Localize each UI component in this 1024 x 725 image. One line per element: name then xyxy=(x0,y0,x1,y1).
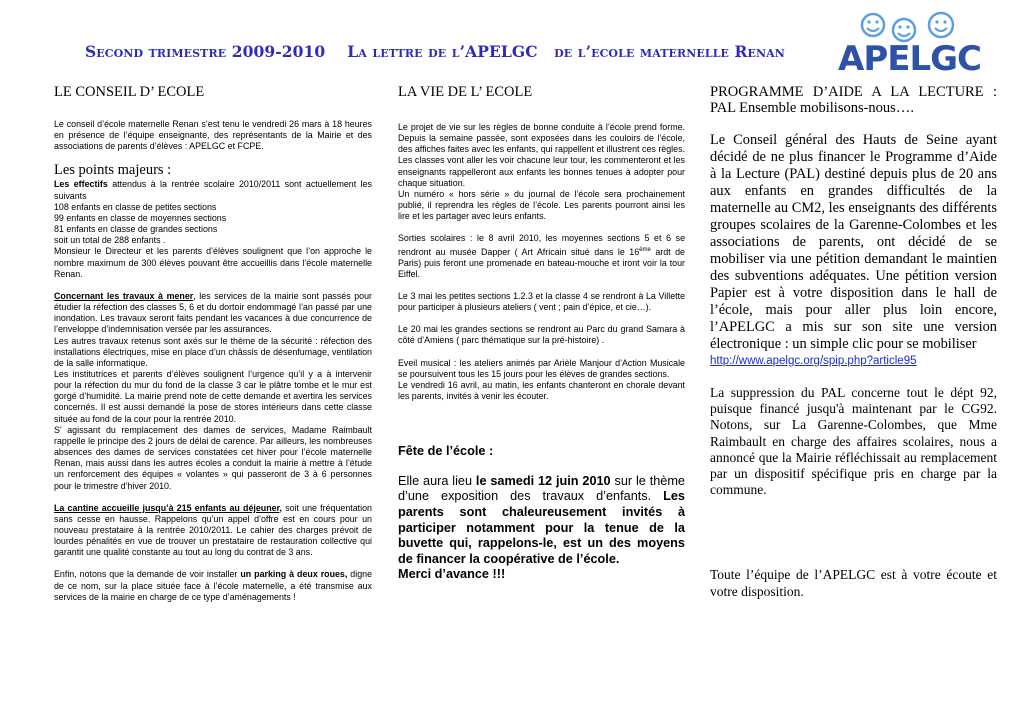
effectifs-paragraph xyxy=(54,179,372,201)
column-vie-ecole xyxy=(398,84,685,583)
parking-paragraph xyxy=(54,569,372,602)
petition-link[interactable]: http://www.apelgc.org/spip.php?article95 xyxy=(710,355,917,367)
eveil-musical-paragraph: Eveil musical : les ateliers animés par Arièle Manjour d’Action Musicale se poursuivent tous les 15 jours pour les élèves de grandes sections. xyxy=(398,357,685,379)
petition-link-line xyxy=(710,353,997,368)
parking-text: digne de ce nom, sur la place située face à l’école maternelle, a été transmise aux services de la mairie en charge de ce type d’aménagements ! xyxy=(54,569,373,602)
travaux-label: Concernant les travaux à mener xyxy=(54,290,194,301)
effectifs-line: soit un total de 288 enfants . xyxy=(54,235,166,246)
merci-text: Merci d’avance !!! xyxy=(398,567,506,582)
section-heading: PROGRAMME D’AIDE A LA LECTURE : PAL Ensemble mobilisons-nous…. xyxy=(710,84,997,116)
sorties-text-a: Sorties scolaires : le 8 avril 2010, les moyennes sections 5 et 6 se rendront au musée Dapper ( Art Africain situé dans le 16 xyxy=(398,233,685,257)
fete-mid: sur le thème d’une exposition des travaux d’enfants. xyxy=(398,473,685,504)
section-heading: LE CONSEIL D’ ECOLE xyxy=(54,84,205,100)
fete-pre: Elle aura lieu xyxy=(398,473,476,488)
column-conseil-ecole xyxy=(54,84,372,603)
autres-travaux-paragraph: Les autres travaux retenus sont axés sur le thème de la sécurité : réfection des installations électriques, mise en place d’un châssis de désenfumage, ventilation de la salle informatique. xyxy=(54,335,372,368)
sorties-text-b: ardt de Paris) puis feront une promenade en bateau-mouche et iront voir la tour Eiffel. xyxy=(398,246,685,279)
effectifs-label: Les effectifs xyxy=(54,179,108,190)
parking-label: un parking à deux roues, xyxy=(240,569,348,580)
institutrices-paragraph: Les institutrices et parents d’élèves soulignent l’urgence qu’il y a à intervenir pour la réfection du mur du fond de la classe 3 car le plâtre tombe et le mur est gorgé d’humidité. La mairie prend note de cette demande et avertira les services concernés. Il est aussi demandé la pose de stores intérieurs dans cette classe située au fond de la cour pour la rentrée 2010. xyxy=(54,368,372,424)
cantine-paragraph xyxy=(54,503,372,559)
apelgc-logo xyxy=(838,6,981,79)
fete-invitation: Les parents sont chaleureusement invités à participer notamment pour la tenue de la buvette qui, rappelons-le, est un des moyens de financer la coopérative de l’école. xyxy=(398,489,685,566)
pal-conseil-paragraph: Le Conseil général des Hauts de Seine ayant décidé de ne plus financer le Programme d’Aide à la Lecture (PAL) destiné depuis plus de 20 ans aux enfants en grandes difficultés de la maternelle au CM2, les enseignants des différents groupes scolaires de la Garenne-Colombes et les associations de parents, ont décidé de se mobiliser via une pétition demandant le maintien des subventions adéquates. Une pétition version Papier est à votre disposition dans le hall de l’école, mais pour aller plus loin encore, l’APELGC a mis sur son site une version électronique : un simple clic pour se mobiliser xyxy=(710,132,997,352)
cantine-text: soit une fréquentation sans cesse en hausse. Rappelons qu’un appel d’offre est en cours pour un nouveau prestataire à la rentrée 2010/2011. Le cahier des charges prévoit de lourdes pénalités en vue de trouver un prestataire de restauration collective qui garantit une qualité constante au tout au long du contrat de 3 ans. xyxy=(54,502,372,558)
effectifs-line: 99 enfants en classe de moyennes sections xyxy=(54,212,227,223)
sortie-3-mai-paragraph: Le 3 mai les petites sections 1.2.3 et la classe 4 se rendront à La Villette pour participer à plusieurs ateliers ( vent ; pain d’épice, et cie…). xyxy=(398,291,685,313)
numero-hors-serie-paragraph: Un numéro « hors série » du journal de l’école sera prochainement publié, il reprendra les règles de l’école. Les parents pourront ainsi les lire et les partager avec leurs enfants. xyxy=(398,188,685,222)
projet-vie-paragraph: Le projet de vie sur les règles de bonne conduite à l’école prend forme. Depuis la semaine passée, sont exposées dans les couloirs de l’école, des affiches faites avec les enfants, qui rappellent et illustrent ces règles. Les classes vont aller les voir chacune leur tour, les commenteront et les enseignants rappelleront aux enfants les bonnes tenues à adopter pour chaque situation. xyxy=(398,122,685,188)
cantine-label: La cantine accueille jusqu’à 215 enfants au déjeuner, xyxy=(54,502,282,513)
fete-date: le samedi 12 juin 2010 xyxy=(475,473,611,488)
sortie-20-mai-paragraph: Le 20 mai les grandes sections se rendront au Parc du grand Samara à côté d’Amiens ( parc thématique sur la pré-histoire) . xyxy=(398,324,685,346)
sorties-sup: ème xyxy=(639,246,651,253)
travaux-paragraph xyxy=(54,291,372,336)
newsletter-title: Second trimestre 2009-2010 La lettre de l’APELGC de l’ecole maternelle Renan xyxy=(85,42,785,61)
column-programme-lecture xyxy=(710,84,997,600)
equipe-apelgc-paragraph: Toute l’équipe de l’APELGC est à votre écoute et votre disposition. xyxy=(710,567,997,599)
fete-ecole-paragraph xyxy=(398,474,685,568)
effectifs-line: 108 enfants en classe de petites sections xyxy=(54,201,217,212)
section-heading: LA VIE DE L’ ECOLE xyxy=(398,84,533,100)
chorale-paragraph: Le vendredi 16 avril, au matin, les enfants chanteront en chorale devant les parents, invités à venir les écouter. xyxy=(398,379,685,402)
effectifs-text: attendus à la rentrée scolaire 2010/2011 sont actuellement les suivants xyxy=(54,179,372,201)
directeur-paragraph: Monsieur le Directeur et les parents d’élèves soulignent que l’on approche le nombre maximum de 300 élèves pouvant être accueillis dans l’école maternelle Renan. xyxy=(54,246,372,279)
travaux-text: , les services de la mairie sont passés pour étudier la réfection des classes 5, 6 et du dortoir endommagé l’an passé par une inondation. Les travaux seront faits pendant les vacances à due concurrence de l’enveloppe d’indemnisation versée par les assurances. xyxy=(54,290,372,335)
sorties-scolaires-paragraph xyxy=(398,233,685,280)
dames-service-paragraph: S’ agissant du remplacement des dames de services, Madame Raimbault rappelle le principe des 2 jours de délai de carence. Par ailleurs, les nombreuses absences des dames de services constatées cet hiver pour l’école maternelle Renan, mais aussi dans les autres écoles a conduit la mairie à mettre à l’étude un renforcement des équipes « volantes » qui passeront de 3 à 6 personnes pour le trimestre d’hiver 2010. xyxy=(54,424,372,491)
logo-text: APELGC xyxy=(838,39,981,79)
effectifs-line: 81 enfants en classe de grandes sections xyxy=(54,224,218,235)
fete-ecole-title: Fête de l’école : xyxy=(398,444,494,459)
pal-suppression-paragraph: La suppression du PAL concerne tout le dépt 92, puisque financé jusqu'à maintenant par le CG92. Notons, sur La Garenne-Colombes, que Mme Raimbault en charge des affaires scolaires, nous a annoncé que la Mairie réfléchissait au remplacement par un dispositif spécifique pris en charge par la commune. xyxy=(710,385,997,498)
points-majeurs-title: Les points majeurs : xyxy=(54,162,172,179)
conseil-intro: Le conseil d’école maternelle Renan s’est tenu le vendredi 26 mars à 18 heures en présence de l’équipe enseignante, des représentants de la Mairie et des associations de parents d’élèves : APELGC et FCPE. xyxy=(54,119,372,152)
parking-pre: Enfin, notons que la demande de voir installer xyxy=(54,569,241,580)
